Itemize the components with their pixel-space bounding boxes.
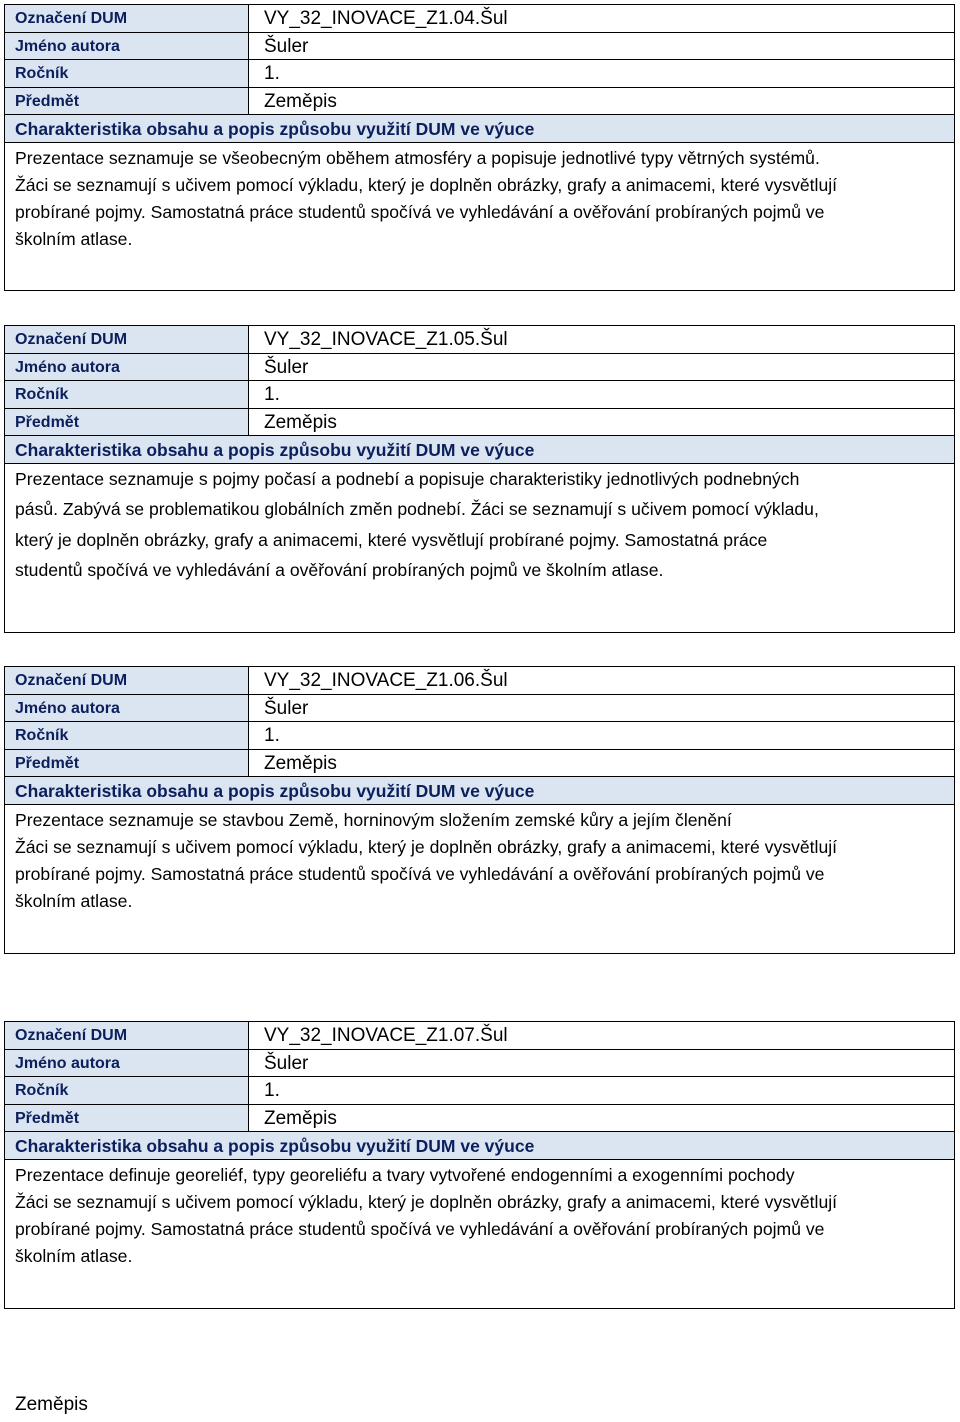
dum-card-2 [4,325,955,633]
label-rocnik: Ročník [5,1077,249,1104]
description-line: probírané pojmy. Samostatná práce studentů spočívá ve vyhledávání a ověřování probíraných pojmů ve [15,201,825,222]
row-oznaceni [5,667,954,695]
value-predmet: Zeměpis [264,1107,337,1129]
description-line: školním atlase. [15,228,133,249]
value-predmet: Zeměpis [264,752,337,774]
description-line: studentů spočívá ve vyhledávání a ověřování probíraných pojmů ve školním atlase. [15,560,664,580]
label-oznaceni: Označení DUM [5,1022,249,1049]
value-rocnik: 1. [264,1080,280,1101]
row-predmet [5,409,954,437]
description-line: školním atlase. [15,890,133,911]
label-jmeno: Jméno autora [5,695,249,722]
value-rocnik: 1. [264,384,280,405]
dum-card-1 [4,4,955,291]
value-jmeno: Šuler [264,356,309,378]
description-line: pásů. Zabývá se problematikou globálních změn podnebí. Žáci se seznamují s učivem pomocí výkladu, [15,499,819,519]
label-predmet: Předmět [5,1105,249,1132]
description [5,805,954,915]
row-predmet [5,750,954,778]
label-predmet: Předmět [5,88,249,115]
label-predmet: Předmět [5,409,249,436]
label-oznaceni: Označení DUM [5,326,249,353]
label-rocnik: Ročník [5,60,249,87]
description [5,1160,954,1270]
row-predmet [5,1105,954,1133]
heading-charakteristika: Charakteristika obsahu a popis způsobu využití DUM ve výuce [5,115,954,143]
value-rocnik: 1. [264,725,280,746]
description-line: probírané pojmy. Samostatná práce studentů spočívá ve vyhledávání a ověřování probíraných pojmů ve [15,863,825,884]
label-jmeno: Jméno autora [5,1050,249,1077]
heading-charakteristika: Charakteristika obsahu a popis způsobu využití DUM ve výuce [5,777,954,805]
dum-card-4 [4,1021,955,1309]
description-line: Prezentace seznamuje s pojmy počasí a podnebí a popisuje charakteristiky jednotlivých podnebných [15,468,800,489]
row-jmeno [5,33,954,61]
label-rocnik: Ročník [5,722,249,749]
value-oznaceni: VY_32_INOVACE_Z1.06.Šul [264,670,508,691]
label-jmeno: Jméno autora [5,354,249,381]
description-line: Žáci se seznamují s učivem pomocí výkladu, který je doplněn obrázky, grafy a animacemi, které vysvětlují [15,1191,838,1212]
value-rocnik: 1. [264,63,280,84]
row-predmet [5,88,954,116]
label-rocnik: Ročník [5,381,249,408]
dum-card-3 [4,666,955,954]
value-predmet: Zeměpis [264,411,337,433]
row-rocnik [5,722,954,750]
description-line: Prezentace seznamuje se stavbou Země, horninovým složením zemské kůry a jejím členění [15,809,732,830]
description-line: Prezentace definuje georeliéf, typy georeliéfu a tvary vytvořené endogenními a exogenními pochody [15,1164,795,1185]
description-line: Žáci se seznamují s učivem pomocí výkladu, který je doplněn obrázky, grafy a animacemi, které vysvětlují [15,174,838,195]
row-oznaceni [5,1022,954,1050]
value-jmeno: Šuler [264,697,309,719]
value-oznaceni: VY_32_INOVACE_Z1.04.Šul [264,8,508,29]
page-footer: Zeměpis [15,1394,88,1415]
description-line: probírané pojmy. Samostatná práce studentů spočívá ve vyhledávání a ověřování probíraných pojmů ve [15,1218,825,1239]
value-oznaceni: VY_32_INOVACE_Z1.05.Šul [264,329,508,350]
value-jmeno: Šuler [264,35,309,57]
label-predmet: Předmět [5,750,249,777]
value-predmet: Zeměpis [264,90,337,112]
row-rocnik [5,1077,954,1105]
heading-charakteristika: Charakteristika obsahu a popis způsobu využití DUM ve výuce [5,436,954,464]
value-jmeno: Šuler [264,1052,309,1074]
description-line: Prezentace seznamuje se všeobecným oběhem atmosféry a popisuje jednotlivé typy větrných systémů. [15,147,820,168]
description [5,143,954,253]
label-oznaceni: Označení DUM [5,5,249,32]
row-jmeno [5,1050,954,1078]
label-jmeno: Jméno autora [5,33,249,60]
row-rocnik [5,60,954,88]
heading-charakteristika: Charakteristika obsahu a popis způsobu využití DUM ve výuce [5,1132,954,1160]
description [5,464,954,586]
row-jmeno [5,354,954,382]
description-line: Žáci se seznamují s učivem pomocí výkladu, který je doplněn obrázky, grafy a animacemi, které vysvětlují [15,836,838,857]
row-oznaceni [5,326,954,354]
description-line: který je doplněn obrázky, grafy a animacemi, které vysvětlují probírané pojmy. Samostatná práce [15,529,768,550]
row-rocnik [5,381,954,409]
value-oznaceni: VY_32_INOVACE_Z1.07.Šul [264,1025,508,1046]
label-oznaceni: Označení DUM [5,667,249,694]
row-oznaceni [5,5,954,33]
row-jmeno [5,695,954,723]
description-line: školním atlase. [15,1245,133,1266]
